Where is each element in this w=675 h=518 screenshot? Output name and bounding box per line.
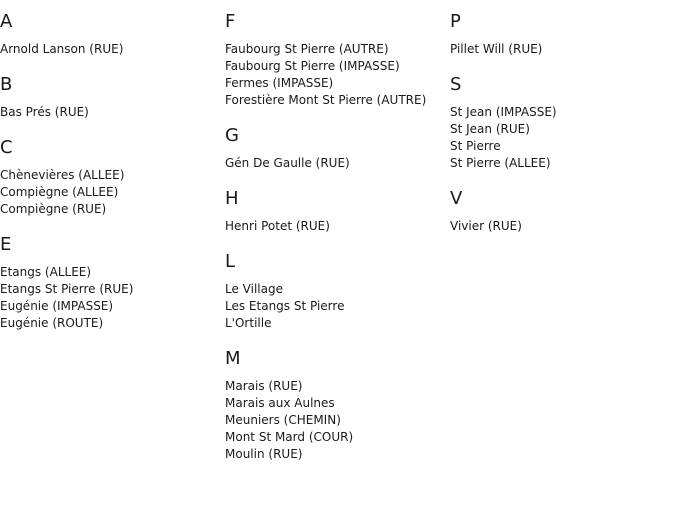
letter-heading: B [0, 74, 13, 95]
letter-group [225, 188, 450, 235]
street-link[interactable]: Bas Prés (RUE) [0, 105, 89, 119]
letter-heading: H [225, 188, 239, 209]
street-link[interactable]: Compiègne (ALLEE) [0, 185, 119, 199]
street-link[interactable]: Moulin (RUE) [225, 447, 303, 461]
street-link[interactable]: Meuniers (CHEMIN) [225, 413, 341, 427]
letter-group [225, 11, 450, 109]
street-link[interactable]: Compiègne (RUE) [0, 202, 107, 216]
street-list [225, 218, 450, 235]
street-link[interactable]: St Jean (RUE) [450, 122, 530, 136]
street-link[interactable]: St Pierre (ALLEE) [450, 156, 551, 170]
street-link[interactable]: Eugénie (ROUTE) [0, 316, 104, 330]
letter-heading: C [0, 137, 13, 158]
street-link[interactable]: Etangs (ALLEE) [0, 265, 92, 279]
street-link[interactable]: Mont St Mard (COUR) [225, 430, 354, 444]
street-link[interactable]: Marais aux Aulnes [225, 396, 335, 410]
index-column [450, 11, 675, 251]
letter-group [450, 74, 675, 172]
street-link[interactable]: Etangs St Pierre (RUE) [0, 282, 134, 296]
street-link[interactable]: Le Village [225, 282, 283, 296]
letter-heading: A [0, 11, 13, 32]
letter-group [225, 125, 450, 172]
letter-heading: E [0, 234, 12, 255]
street-link[interactable]: Les Etangs St Pierre [225, 299, 345, 313]
street-list [225, 155, 450, 172]
street-list [225, 41, 450, 109]
letter-group [225, 251, 450, 332]
street-link[interactable]: Fermes (IMPASSE) [225, 76, 334, 90]
letter-heading: P [450, 11, 461, 32]
street-list [0, 264, 225, 332]
street-link[interactable]: Henri Potet (RUE) [225, 219, 330, 233]
street-link[interactable]: Forestière Mont St Pierre (AUTRE) [225, 93, 427, 107]
letter-group [0, 137, 225, 218]
letter-group [0, 11, 225, 58]
street-link[interactable]: St Pierre [450, 139, 501, 153]
street-list [450, 41, 675, 58]
street-link[interactable]: Chènevières (ALLEE) [0, 168, 125, 182]
street-list [450, 218, 675, 235]
street-list [225, 281, 450, 332]
street-link[interactable]: Gén De Gaulle (RUE) [225, 156, 350, 170]
street-list [450, 104, 675, 172]
street-list [225, 378, 450, 463]
index-column [225, 11, 450, 479]
street-list [0, 167, 225, 218]
letter-group [0, 74, 225, 121]
street-link[interactable]: L'Ortille [225, 316, 272, 330]
street-link[interactable]: Arnold Lanson (RUE) [0, 42, 124, 56]
letter-heading: L [225, 251, 236, 272]
letter-group [450, 11, 675, 58]
street-link[interactable]: St Jean (IMPASSE) [450, 105, 557, 119]
letter-heading: M [225, 348, 241, 369]
street-link[interactable]: Pillet Will (RUE) [450, 42, 543, 56]
street-link[interactable]: Eugénie (IMPASSE) [0, 299, 114, 313]
letter-heading: S [450, 74, 462, 95]
street-list [0, 41, 225, 58]
street-link[interactable]: Vivier (RUE) [450, 219, 522, 233]
index-column [0, 11, 225, 348]
letter-heading: V [450, 188, 463, 209]
street-link[interactable]: Faubourg St Pierre (IMPASSE) [225, 59, 400, 73]
street-link[interactable]: Marais (RUE) [225, 379, 303, 393]
letter-heading: F [225, 11, 236, 32]
letter-heading: G [225, 125, 239, 146]
letter-group [225, 348, 450, 463]
street-list [0, 104, 225, 121]
street-link[interactable]: Faubourg St Pierre (AUTRE) [225, 42, 389, 56]
letter-group [0, 234, 225, 332]
letter-group [450, 188, 675, 235]
